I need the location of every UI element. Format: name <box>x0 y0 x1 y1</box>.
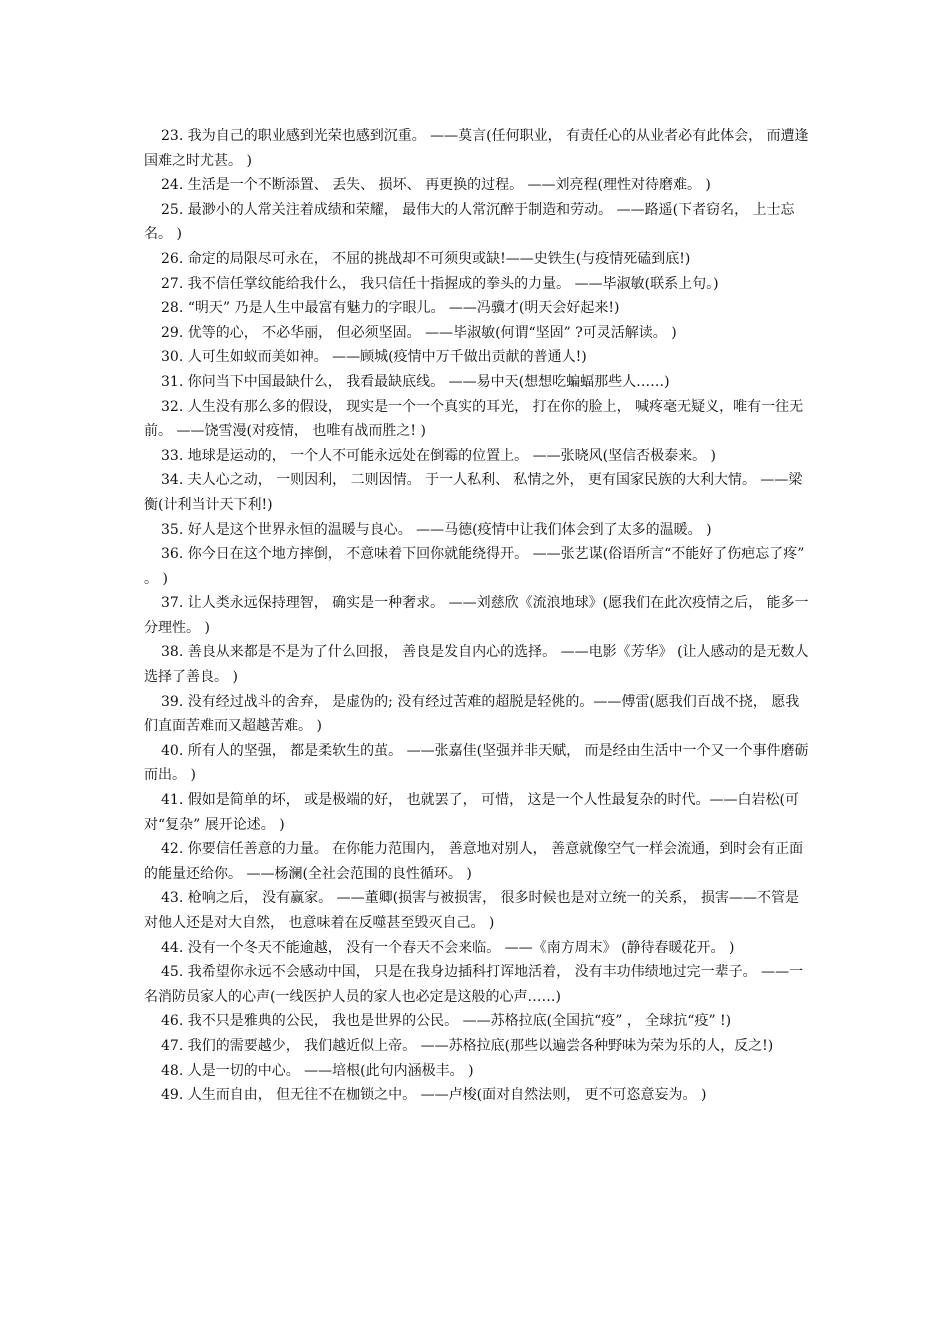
quote-item-29: 29. 优等的心， 不必华丽， 但必须坚固。 ——毕淑敏(何谓“坚固” ?可灵活解读。 ) <box>161 324 677 341</box>
quote-item-48: 48. 人是一切的中心。 ——培根(此句内涵极丰。 ) <box>161 1062 474 1079</box>
quote-item-46: 46. 我不只是雅典的公民， 我也是世界的公民。 ——苏格拉底(全国抗“疫” ， 全球抗“疫” !) <box>161 1013 732 1030</box>
quote-item-49: 49. 人生而自由， 但无往不在枷锁之中。 ——卢梭(面对自然法则， 更不可恣意妄为。 ) <box>161 1087 707 1104</box>
quote-item-37: 37. 让人类永远保持理智， 确实是一种奢求。 ——刘慈欣《流浪地球》(愿我们在此次疫情之后， 能多一分理性。 ) <box>144 595 809 636</box>
quote-item-41: 41. 假如是简单的坏， 或是极端的好， 也就罢了， 可惜， 这是一个人性最复杂的时代。——白岩松(可对“复杂” 展开论述。 ) <box>144 792 799 833</box>
quote-item-42: 42. 你要信任善意的力量。 在你能力范围内， 善意地对别人， 善意就像空气一样会流通，到时会有正面的能量还给你。 ——杨澜(全社会范围的良性循环。 ) <box>144 841 804 882</box>
quote-item-34: 34. 夫人心之动， 一则因利， 二则因情。 于一人私利、 私情之外， 更有国家民族的大利大情。 ——梁衡(计利当计天下利!) <box>144 472 803 513</box>
quote-item-26: 26. 命定的局限尽可永在， 不屈的挑战却不可须臾或缺!——史铁生(与疫情死磕到底!) <box>161 250 691 267</box>
quote-item-27: 27. 我不信任掌纹能给我什么， 我只信任十指握成的拳头的力量。 ——毕淑敏(联系上句。) <box>161 275 719 292</box>
quote-item-43: 43. 枪响之后， 没有赢家。 ——董卿(损害与被损害， 很多时候也是对立统一的关系， 损害——不管是对他人还是对大自然， 也意味着在反噬甚至毁灭自己。 ) <box>144 890 799 931</box>
quote-item-23: 23. 我为自己的职业感到光荣也感到沉重。 ——莫言(任何职业， 有责任心的从业者必有此体会， 而遭逢国难之时尤甚。 ) <box>144 128 809 169</box>
quote-item-30: 30. 人可生如蚁而美如神。 ——顾城(疫情中万千做出贡献的普通人!) <box>161 349 587 366</box>
quote-item-31: 31. 你问当下中国最缺什么， 我看最缺底线。 ——易中天(想想吃蝙蝠那些人……) <box>161 373 670 390</box>
quote-item-28: 28. “明天” 乃是人生中最富有魅力的字眼儿。 ——冯骥才(明天会好起来!) <box>161 300 620 317</box>
quote-item-39: 39. 没有经过战斗的舍弃， 是虚伪的; 没有经过苦难的超脱是轻佻的。——傅雷(愿我们百战不挠， 愿我们直面苦难而又超越苦难。 ) <box>144 693 800 735</box>
quote-item-40: 40. 所有人的坚强， 都是柔软生的茧。 ——张嘉佳(坚强并非天赋， 而是经由生活中一个又一个事件磨砺而出。 ) <box>144 742 809 784</box>
document-page <box>144 124 810 1108</box>
quote-item-25: 25. 最渺小的人常关注着成绩和荣耀， 最伟大的人常沉醉于制造和劳动。 ——路遥(下者窃名， 上士忘名。 ) <box>144 201 795 243</box>
quote-item-35: 35. 好人是这个世界永恒的温暖与良心。 ——马德(疫情中让我们体会到了太多的温暖。 ) <box>161 521 712 538</box>
quote-item-32: 32. 人生没有那么多的假设， 现实是一个一个真实的耳光， 打在你的脸上， 喊疼毫无疑义，唯有一往无前。 ——饶雪漫(对疫情， 也唯有战而胜之! ) <box>144 398 804 440</box>
quote-item-38: 38. 善良从来都是不是为了什么回报， 善良是发自内心的选择。 ——电影《芳华》 (让人感动的是无数人选择了善良。 ) <box>144 644 809 686</box>
quote-item-45: 45. 我希望你永远不会感动中国， 只是在我身边插科打诨地活着， 没有丰功伟绩地过完一辈子。 ——一名消防员家人的心声(一线医护人员的家人也必定是这般的心声……) <box>144 964 804 1005</box>
quote-item-24: 24. 生活是一个不断添置、 丢失、 损坏、 再更换的过程。 ——刘亮程(理性对待磨难。 ) <box>161 177 711 194</box>
quote-item-36: 36. 你今日在这个地方摔倒， 不意味着下回你就能绕得开。 ——张艺谋(俗语所言“不能好了伤疤忘了疼” 。 ) <box>144 546 805 587</box>
quote-item-47: 47. 我们的需要越少， 我们越近似上帝。 ——苏格拉底(那些以遍尝各种野味为荣为乐的人，反之!) <box>161 1037 774 1054</box>
quote-item-33: 33. 地球是运动的， 一个人不可能永远处在倒霉的位置上。 ——张晓风(坚信否极泰来。 ) <box>161 447 716 464</box>
quote-item-44: 44. 没有一个冬天不能逾越， 没有一个春天不会来临。 ——《南方周末》 (静待春暖花开。 ) <box>161 939 735 956</box>
